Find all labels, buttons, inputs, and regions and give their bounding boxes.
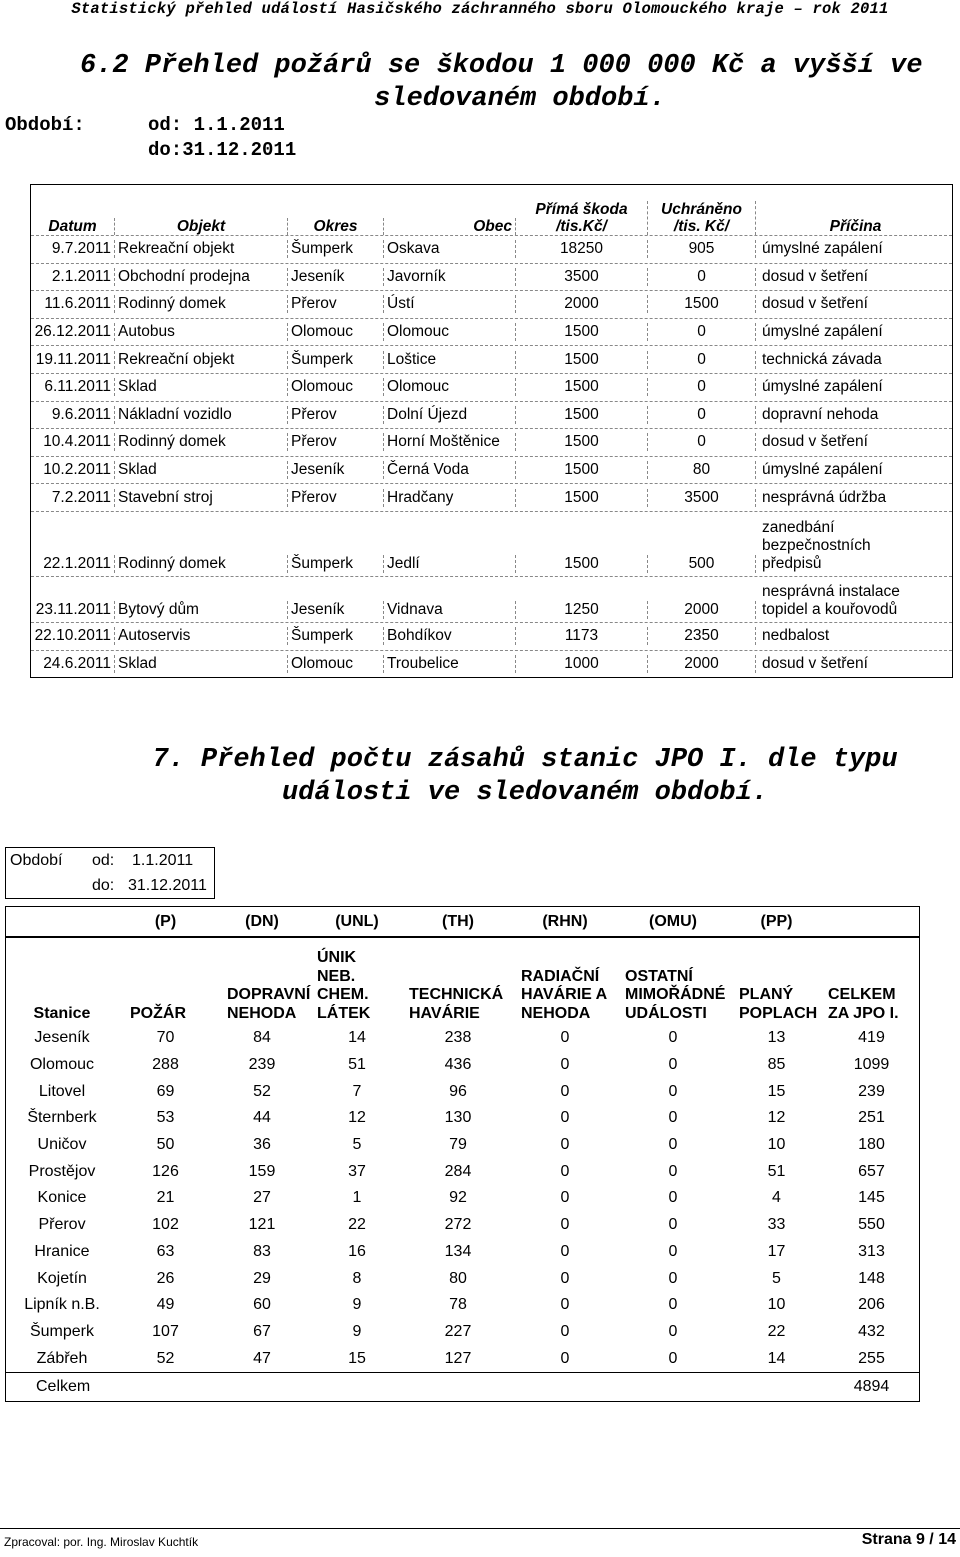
cell-hazmat-leak: 9 (352, 1296, 362, 1314)
period-from-label: od: (92, 852, 115, 869)
cell-saved: 80 (648, 461, 756, 479)
cell-date: 9.7.2011 (31, 240, 115, 258)
cell-radiation-accident: 0 (560, 1269, 570, 1287)
col-header-hazmat-leak: ÚNIK NEB. CHEM. LÁTEK (317, 949, 371, 1022)
cell-district: Přerov (288, 295, 384, 313)
cell-hazmat-leak: 1 (352, 1189, 362, 1207)
cell-object: Stavební stroj (115, 489, 288, 507)
table-row (6, 1132, 919, 1159)
cell-technical-accident: 130 (444, 1109, 472, 1127)
cell-direct-damage: 1500 (516, 351, 648, 369)
code-p: (P) (154, 912, 177, 930)
cell-station: Olomouc (29, 1056, 95, 1074)
cell-radiation-accident: 0 (560, 1162, 570, 1180)
cell-hazmat-leak: 9 (352, 1322, 362, 1340)
cell-false-alarm: 14 (767, 1349, 786, 1367)
cell-total: 251 (858, 1109, 885, 1127)
cell-municipality: Jedlí (384, 555, 516, 573)
table-row (31, 235, 952, 263)
cell-cause: dosud v šetření (762, 267, 868, 285)
cell-station: Zábřeh (36, 1349, 88, 1367)
cell-date: 26.12.2011 (31, 323, 115, 341)
fires-table-body (31, 235, 952, 677)
cell-other-emergencies: 0 (668, 1189, 678, 1207)
cell-other-emergencies: 0 (668, 1242, 678, 1260)
cell-fire: 49 (156, 1296, 175, 1314)
jpo-table (5, 936, 920, 1402)
cell-date: 10.4.2011 (31, 433, 115, 451)
footer-author: Zpracoval: por. Ing. Miroslav Kuchtík (4, 1535, 199, 1549)
cell-date: 10.2.2011 (31, 461, 115, 479)
cell-station: Šternberk (27, 1109, 97, 1127)
cell-false-alarm: 33 (767, 1216, 786, 1234)
cell-saved: 2000 (648, 655, 756, 673)
cell-district: Olomouc (288, 378, 384, 396)
section-6-2-title-line2: sledovaném období. (374, 84, 666, 114)
cell-fire: 26 (156, 1269, 175, 1287)
cell-station: Šumperk (29, 1322, 95, 1340)
col-header-false-alarm: PLANÝ POPLACH (739, 986, 818, 1022)
cell-district: Šumperk (288, 627, 384, 645)
cell-technical-accident: 436 (444, 1056, 472, 1074)
cell-direct-damage: 2000 (516, 295, 648, 313)
cell-municipality: Olomouc (384, 378, 516, 396)
cell-hazmat-leak: 51 (348, 1056, 366, 1074)
cell-false-alarm: 17 (767, 1242, 786, 1260)
section-6-2-period (5, 113, 296, 163)
cell-hazmat-leak: 7 (352, 1082, 362, 1100)
cell-traffic-accident: 36 (253, 1136, 271, 1154)
cell-municipality: Loštice (384, 351, 516, 369)
cell-total: 313 (858, 1242, 885, 1260)
table-row (31, 622, 952, 650)
col-header-total: CELKEM ZA JPO I. (828, 986, 899, 1022)
table-row (6, 1265, 919, 1292)
col-header-municipality: Obec (384, 218, 516, 235)
cell-date: 22.1.2011 (31, 555, 115, 573)
col-header-fire: POŽÁR (130, 1004, 186, 1022)
code-rhn: (RHN) (542, 912, 588, 930)
cell-saved: 2350 (648, 627, 756, 645)
cell-traffic-accident: 47 (253, 1349, 271, 1367)
cell-cause: úmyslné zapálení (762, 323, 883, 341)
period-from: 1.1.2011 (132, 852, 194, 869)
cell-district: Šumperk (288, 351, 384, 369)
cell-date: 11.6.2011 (31, 295, 115, 313)
cell-technical-accident: 127 (444, 1349, 472, 1367)
cell-radiation-accident: 0 (560, 1349, 570, 1367)
cell-other-emergencies: 0 (668, 1349, 678, 1367)
cell-date: 9.6.2011 (31, 406, 115, 424)
table-row (6, 1158, 919, 1185)
code-pp: (PP) (760, 912, 793, 930)
cell-object: Autoservis (115, 627, 288, 645)
period-to-label: do: (92, 877, 115, 894)
col-header-station: Stanice (33, 1004, 91, 1022)
cell-other-emergencies: 0 (668, 1269, 678, 1287)
cell-technical-accident: 238 (444, 1029, 472, 1047)
cell-false-alarm: 12 (767, 1109, 786, 1127)
cell-object: Autobus (115, 323, 288, 341)
cell-object: Obchodní prodejna (115, 268, 288, 286)
cell-total: 206 (858, 1296, 885, 1314)
cell-district: Šumperk (288, 555, 384, 573)
period-from: od: 1.1.2011 (148, 114, 285, 136)
col-header-technical-accident: TECHNICKÁ HAVÁRIE (409, 986, 504, 1022)
cell-municipality: Horní Moštěnice (384, 433, 516, 451)
cell-district: Přerov (288, 433, 384, 451)
table-row (31, 483, 952, 511)
cell-municipality: Dolní Újezd (384, 406, 516, 424)
cell-municipality: Černá Voda (384, 461, 516, 479)
cell-fire: 52 (156, 1349, 175, 1367)
cell-other-emergencies: 0 (668, 1136, 678, 1154)
cell-station: Hranice (34, 1242, 90, 1260)
cell-traffic-accident: 84 (253, 1029, 271, 1047)
cell-direct-damage: 3500 (516, 268, 648, 286)
cell-false-alarm: 15 (767, 1082, 786, 1100)
cell-radiation-accident: 0 (560, 1189, 570, 1207)
cell-hazmat-leak: 37 (348, 1162, 366, 1180)
cell-traffic-accident: 29 (253, 1269, 271, 1287)
cell-fire: 102 (152, 1216, 179, 1234)
cell-object: Rekreační objekt (115, 240, 288, 258)
col-header-saved: Uchráněno /tis. Kč/ (648, 201, 756, 235)
cell-municipality: Vidnava (384, 601, 516, 619)
total-value: 4894 (853, 1377, 890, 1395)
cell-false-alarm: 85 (767, 1056, 786, 1074)
cell-cause: dosud v šetření (762, 654, 868, 672)
cell-object: Sklad (115, 378, 288, 396)
cell-date: 2.1.2011 (31, 268, 115, 286)
col-header-date: Datum (31, 218, 115, 235)
cell-radiation-accident: 0 (560, 1242, 570, 1260)
cell-object: Rekreační objekt (115, 351, 288, 369)
cell-fire: 288 (152, 1056, 179, 1074)
fires-table-header (31, 185, 952, 235)
cell-saved: 0 (648, 268, 756, 286)
cell-total: 148 (858, 1269, 885, 1287)
code-dn: (DN) (245, 912, 279, 930)
cell-hazmat-leak: 5 (352, 1136, 362, 1154)
col-header-traffic-accident: DOPRAVNÍ NEHODA (227, 986, 311, 1022)
col-header-direct-damage: Přímá škoda /tis.Kč/ (516, 201, 648, 235)
table-row (31, 650, 952, 678)
cell-district: Olomouc (288, 655, 384, 673)
fires-table (30, 184, 953, 678)
cell-direct-damage: 1500 (516, 489, 648, 507)
cell-false-alarm: 4 (772, 1189, 781, 1207)
cell-district: Jeseník (288, 601, 384, 619)
cell-total: 657 (858, 1162, 885, 1180)
cell-district: Jeseník (288, 461, 384, 479)
cell-cause: dopravní nehoda (762, 405, 879, 423)
cell-technical-accident: 78 (449, 1296, 467, 1314)
table-row (6, 1212, 919, 1239)
table-row (31, 456, 952, 484)
cell-date: 23.11.2011 (31, 601, 115, 619)
cell-municipality: Olomouc (384, 323, 516, 341)
code-th: (TH) (442, 912, 474, 930)
cell-saved: 0 (648, 351, 756, 369)
cell-fire: 70 (156, 1029, 175, 1047)
table-row (31, 373, 952, 401)
cell-fire: 69 (156, 1082, 175, 1100)
table-row (6, 1052, 919, 1079)
cell-cause: nesprávná údržba (762, 488, 887, 506)
cell-other-emergencies: 0 (668, 1162, 678, 1180)
cell-false-alarm: 22 (767, 1322, 786, 1340)
cell-cause: nesprávná instalace topidel a kouřovodů (762, 582, 900, 618)
cell-other-emergencies: 0 (668, 1296, 678, 1314)
cell-radiation-accident: 0 (560, 1216, 570, 1234)
cell-saved: 0 (648, 323, 756, 341)
cell-date: 22.10.2011 (31, 627, 115, 645)
cell-direct-damage: 1500 (516, 461, 648, 479)
cell-saved: 2000 (648, 601, 756, 619)
cell-cause: technická závada (762, 350, 882, 368)
event-type-codes (5, 906, 920, 936)
cell-total: 419 (858, 1029, 885, 1047)
cell-saved: 3500 (648, 489, 756, 507)
cell-saved: 0 (648, 433, 756, 451)
cell-traffic-accident: 239 (248, 1056, 276, 1074)
period-to: do:31.12.2011 (148, 139, 297, 161)
cell-hazmat-leak: 12 (348, 1109, 366, 1127)
cell-radiation-accident: 0 (560, 1109, 570, 1127)
cell-municipality: Troubelice (384, 655, 516, 673)
col-header-object: Objekt (115, 218, 288, 235)
cell-technical-accident: 284 (444, 1162, 472, 1180)
cell-saved: 0 (648, 406, 756, 424)
cell-false-alarm: 13 (767, 1029, 786, 1047)
cell-date: 19.11.2011 (31, 351, 115, 369)
cell-district: Jeseník (288, 268, 384, 286)
cell-false-alarm: 51 (767, 1162, 786, 1180)
cell-direct-damage: 1173 (516, 627, 648, 645)
cell-fire: 21 (156, 1189, 175, 1207)
cell-total: 432 (858, 1322, 885, 1340)
cell-other-emergencies: 0 (668, 1082, 678, 1100)
cell-municipality: Ústí (384, 295, 516, 313)
cell-fire: 50 (156, 1136, 175, 1154)
period-to: 31.12.2011 (128, 877, 207, 894)
cell-radiation-accident: 0 (560, 1136, 570, 1154)
cell-district: Přerov (288, 406, 384, 424)
cell-station: Jeseník (34, 1029, 90, 1047)
cell-radiation-accident: 0 (560, 1296, 570, 1314)
cell-other-emergencies: 0 (668, 1109, 678, 1127)
total-label: Celkem (36, 1377, 91, 1395)
cell-radiation-accident: 0 (560, 1322, 570, 1340)
cell-direct-damage: 1500 (516, 323, 648, 341)
cell-municipality: Bohdíkov (384, 627, 516, 645)
cell-hazmat-leak: 8 (352, 1269, 362, 1287)
cell-direct-damage: 1500 (516, 433, 648, 451)
section-6-2-title-line1: 6.2 Přehled požárů se škodou 1 000 000 Kč a vyšší ve (80, 51, 923, 81)
cell-station: Uničov (37, 1136, 87, 1154)
section-7-title-line2: události ve sledovaném období. (281, 778, 769, 808)
table-row (6, 1345, 919, 1372)
jpo-table-header (6, 937, 919, 1025)
cell-total: 239 (858, 1082, 885, 1100)
cell-traffic-accident: 52 (253, 1082, 271, 1100)
cell-false-alarm: 5 (772, 1269, 781, 1287)
cell-cause: úmyslné zapálení (762, 240, 883, 258)
jpo-table-body (6, 1025, 919, 1372)
table-row (31, 263, 952, 291)
cell-hazmat-leak: 15 (348, 1349, 366, 1367)
cell-radiation-accident: 0 (560, 1029, 570, 1047)
cell-object: Sklad (115, 655, 288, 673)
cell-cause: úmyslné zapálení (762, 461, 883, 479)
table-row (31, 345, 952, 373)
table-row (31, 290, 952, 318)
col-header-radiation-accident: RADIAČNÍ HAVÁRIE A NEHODA (521, 967, 608, 1022)
cell-saved: 1500 (648, 295, 756, 313)
cell-radiation-accident: 0 (560, 1082, 570, 1100)
cell-saved: 905 (648, 240, 756, 258)
cell-direct-damage: 1000 (516, 655, 648, 673)
table-row (6, 1185, 919, 1212)
table-row (31, 428, 952, 456)
cell-district: Olomouc (288, 323, 384, 341)
code-omu: (OMU) (649, 912, 697, 930)
cell-traffic-accident: 83 (253, 1242, 271, 1260)
cell-direct-damage: 1500 (516, 378, 648, 396)
cell-district: Přerov (288, 489, 384, 507)
cell-traffic-accident: 44 (253, 1109, 271, 1127)
cell-date: 7.2.2011 (31, 489, 115, 507)
cell-station: Lipník n.B. (24, 1296, 100, 1314)
cell-technical-accident: 80 (449, 1269, 467, 1287)
period-label: Období: (5, 114, 85, 136)
cell-other-emergencies: 0 (668, 1216, 678, 1234)
cell-other-emergencies: 0 (668, 1322, 678, 1340)
jpo-total-row (6, 1372, 919, 1401)
cell-saved: 0 (648, 378, 756, 396)
code-unl: (UNL) (335, 912, 379, 930)
cell-cause: dosud v šetření (762, 433, 868, 451)
col-header-other-emergencies: OSTATNÍ MIMOŘÁDNÉ UDÁLOSTI (625, 967, 726, 1022)
cell-cause: nedbalost (762, 627, 830, 645)
cell-traffic-accident: 27 (253, 1189, 271, 1207)
cell-date: 24.6.2011 (31, 655, 115, 673)
page-footer (0, 1528, 960, 1549)
cell-direct-damage: 1500 (516, 406, 648, 424)
cell-hazmat-leak: 22 (348, 1216, 366, 1234)
cell-object: Bytový dům (115, 601, 288, 619)
cell-municipality: Javorník (384, 268, 516, 286)
cell-hazmat-leak: 14 (348, 1029, 366, 1047)
cell-technical-accident: 96 (449, 1082, 467, 1100)
cell-station: Konice (37, 1189, 87, 1207)
cell-station: Litovel (38, 1082, 86, 1100)
cell-false-alarm: 10 (767, 1136, 786, 1154)
cell-fire: 107 (152, 1322, 179, 1340)
cell-total: 1099 (853, 1056, 890, 1074)
cell-traffic-accident: 60 (253, 1296, 271, 1314)
cell-total: 180 (858, 1136, 885, 1154)
table-row (6, 1105, 919, 1132)
cell-traffic-accident: 67 (253, 1322, 271, 1340)
cell-technical-accident: 227 (444, 1322, 472, 1340)
cell-technical-accident: 92 (449, 1189, 467, 1207)
cell-municipality: Oskava (384, 240, 516, 258)
page-header: Statistický přehled událostí Hasičského záchranného sboru Olomouckého kraje – rok 2011 (71, 0, 889, 18)
cell-object: Rodinný domek (115, 555, 288, 573)
cell-hazmat-leak: 16 (348, 1242, 366, 1260)
cell-direct-damage: 1500 (516, 555, 648, 573)
cell-fire: 63 (156, 1242, 175, 1260)
cell-fire: 126 (152, 1162, 179, 1180)
cell-total: 550 (858, 1216, 885, 1234)
cell-other-emergencies: 0 (668, 1056, 678, 1074)
table-row (6, 1319, 919, 1346)
cell-station: Přerov (38, 1216, 86, 1234)
cell-technical-accident: 272 (444, 1216, 472, 1234)
cell-object: Sklad (115, 461, 288, 479)
cell-traffic-accident: 159 (248, 1162, 276, 1180)
table-row (31, 318, 952, 346)
cell-technical-accident: 134 (444, 1242, 472, 1260)
col-header-cause: Příčina (829, 218, 882, 235)
cell-technical-accident: 79 (449, 1136, 467, 1154)
cell-municipality: Hradčany (384, 489, 516, 507)
cell-station: Prostějov (28, 1162, 96, 1180)
cell-object: Rodinný domek (115, 295, 288, 313)
table-row (31, 511, 952, 576)
table-row (6, 1025, 919, 1052)
cell-object: Rodinný domek (115, 433, 288, 451)
cell-fire: 53 (156, 1109, 175, 1127)
col-header-district: Okres (288, 218, 384, 235)
section-7-period (5, 847, 215, 899)
cell-object: Nákladní vozidlo (115, 406, 288, 424)
section-7-title-line1: 7. Přehled počtu zásahů stanic JPO I. dle typu (152, 745, 898, 775)
cell-direct-damage: 1250 (516, 601, 648, 619)
cell-other-emergencies: 0 (668, 1029, 678, 1047)
cell-total: 145 (858, 1189, 885, 1207)
table-row (6, 1292, 919, 1319)
cell-false-alarm: 10 (767, 1296, 786, 1314)
cell-saved: 500 (648, 555, 756, 573)
cell-district: Šumperk (288, 240, 384, 258)
table-row (31, 401, 952, 429)
cell-direct-damage: 18250 (516, 240, 648, 258)
cell-radiation-accident: 0 (560, 1056, 570, 1074)
table-row (6, 1078, 919, 1105)
cell-station: Kojetín (37, 1269, 87, 1287)
period-label: Období (10, 852, 63, 869)
cell-cause: úmyslné zapálení (762, 378, 883, 396)
section-7-title (130, 744, 920, 810)
cell-traffic-accident: 121 (248, 1216, 276, 1234)
table-row (6, 1239, 919, 1266)
cell-cause: zanedbání bezpečnostních předpisů (762, 518, 871, 572)
section-6-2-title (80, 50, 960, 116)
cell-cause: dosud v šetření (762, 295, 868, 313)
cell-date: 6.11.2011 (31, 378, 115, 396)
footer-page-number: Strana 9 / 14 (861, 1531, 956, 1548)
table-row (31, 576, 952, 622)
cell-total: 255 (858, 1349, 885, 1367)
